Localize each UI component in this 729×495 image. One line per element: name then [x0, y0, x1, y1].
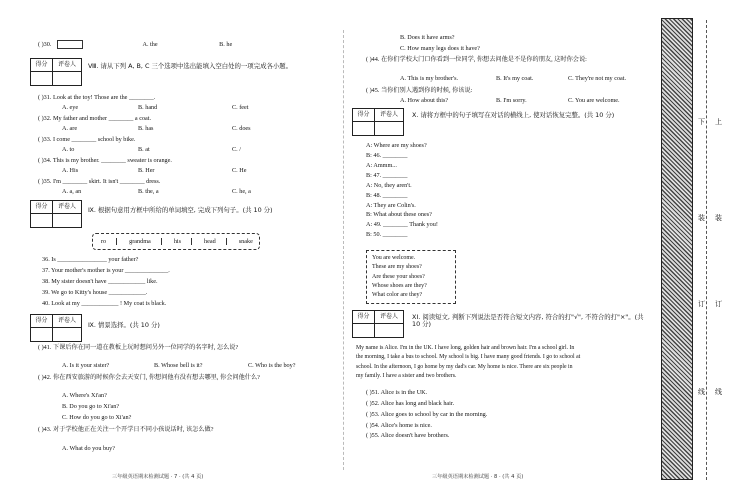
q41-options: A. Is it your sister? B. Whose bell is it? C. Who is the boy?	[62, 362, 296, 369]
q36: 36. Is ________________ your father?	[42, 256, 139, 263]
q41: ( )41. 下课后你在同一道在教板上玩时想问另外一位同学的名字时, 怎么说?	[38, 344, 239, 351]
q37: 37. Your mother's mother is your ______________.	[42, 267, 170, 274]
score-box-12: 得分 评卷人	[352, 310, 404, 338]
q32-options: A. are B. has C. does	[62, 125, 251, 132]
judgement-statements: ( )51. Alice is in the UK. ( )52. Alice has long and black hair. ( )53. Alice goes to school by car in the morning. ( )54. Alice's home is nice. ( )55. Alice doesn't have brothers.	[366, 389, 488, 440]
q31: ( )31. Look at the toy! Those are the ________.	[38, 94, 156, 101]
q30: ( )30. A. the B. he	[38, 40, 233, 48]
security-pattern	[661, 18, 693, 480]
section-12-title: XI. 阅读短文, 判断下列说法是否符合短文内容, 符合的打"√", 不符合的打"×"。(共 10 分)	[412, 313, 644, 329]
q44-options: A. This is my brother's. B. It's my coat. C. They're not my coat.	[400, 75, 627, 82]
dialog: A: Where are my shoes? B: 46. ________ A: Ammm... B: 47. ________ A: No, they aren't. B: 48. ________ A: They are Colin's. B: What about these ones? A: 49. ________ Thank you! B: 50. ________	[366, 142, 438, 239]
q39: 39. We go to Kitty's house ____________.	[42, 289, 148, 296]
q31-options: A. eye B. hand C. feet	[62, 104, 249, 111]
q34-options: A. His B. Her C. He	[62, 167, 247, 174]
section-8-title: Ⅷ. 请从下列 A, B, C 三个选项中选出能填入空白处的一项完成各小题。	[88, 62, 293, 70]
q44: ( )44. 在你们学校大门口你看到一位同学, 你想去问他是不是你的朋友, 这时你会说:	[366, 56, 587, 63]
section-10-title: Ⅸ. 情景选择。(共 10 分)	[88, 321, 160, 329]
section-11-title: X. 请将方框中的句子填写在对话的横线上, 使对话恢复完整。(共 10 分)	[412, 111, 615, 119]
q42: ( )42. 你在西安旅游的时候你会去天安门, 你想问他有没有想去哪里, 你会问他什么?	[38, 374, 260, 381]
q45: ( )45. 当你们别人遇到你的时候, 你该说:	[366, 87, 473, 94]
column-divider	[343, 30, 344, 470]
footer-left: 三年级英语期末检测试题 · 7 · (共 4 页)	[112, 474, 204, 481]
q40: 40. Look at my ____________ ! My coat is black.	[42, 300, 167, 307]
sentence-options-box: You are welcome. These are my shoes? Are these your shoes? Whose shoes are they? What color are they?	[366, 250, 456, 304]
section-9-title: Ⅸ. 根据句意用方框中所给的单词填空, 完成下列句子。(共 10 分)	[88, 206, 273, 214]
q35-options: A. a, an B. the, a C. he, a	[62, 188, 251, 195]
q32: ( )32. My father and mother ________ a coat.	[38, 115, 152, 122]
q33: ( )33. I come ________ school by bike.	[38, 136, 136, 143]
q43: ( )43. 对于学校他正在关注一个开学日不同小孩说话时, 该怎么做?	[38, 426, 214, 433]
exam-page: ( )30. A. the B. he 得分 评卷人 Ⅷ. 请从下列 A, B, C 三个选项中选出能填入空白处的一项完成各小题。 ( )31. Look at the toy! Those are the ________. A. eye B. hand C. feet ( )32. My father and mother ________ a coat. A. are B. has C. does ( )33. I come ________ school by bike. A. to B. at C. / ( )34. This is my brother. ________ sweater is orange. A. His B. Her C. He ( )35. I'm ________ skirt. It isn't ________ dress. A. a, an B. the, a C. he, a 得分 评卷人 Ⅸ. 根据句意用方框中所给的单词填空, 完成下列句子。(共 10 分) ro grandma his head snake 36. Is ________________ your father? 37. Your mother's mother is your ______________. 38. My sister doesn't have ____________ like. 39. We go to Kitty's house ____________. 40. Look at my ____________ ! My coat is black. 得分 评卷人 Ⅸ. 情景选择。(共 10 分) ( )41. 下课后你在同一道在教板上玩时想问另外一位同学的名字时, 怎么说? A. Is it your sister? B. Whose bell is it? C. Who is the boy? ( )42. 你在西安旅游的时候你会去天安门, 你想问他有没有想去哪里, 你会问他什么? A. Where's Xi'an? B. Do you go to Xi'an? C. How do you go to Xi'an? ( )43. 对于学校他正在关注一个开学日不同小孩说话时, 该怎么做? A. What do you buy? 三年级英语期末检测试题 · 7 · (共 4 页) B. Does it have arms? C. How many legs does it have? ( )44. 在你们学校大门口你看到一位同学, 你想去问他是不是你的朋友, 这时你会说: A. This is my brother's. B. It's my coat. C. They're not my coat. ( )45. 当你们别人遇到你的时候, 你该说: A. How about this? B. I'm sorry. C. You are welcome. 得分 评卷人 X. 请将方框中的句子填写在对话的横线上, 使对话恢复完整。(共 10 分) A: Where are my shoes? B: 46. ________ A: Ammm... B: 47. ________ A: No, they aren't. B: 48. ________ A: They are Colin's. B: What about these ones? A: 49. ________ Thank you! B: 50. ________ You are welcome. These are my shoes? Are these your shoes? Whose shoes are they? What color are they? 得分 评卷人 XI. 阅读短文, 判断下列说法是否符合短文内容, 符合的打"√", 不符合的打"×"。(共 10 分) My name is Alice. I'm in the UK. I have long, golden hair and brown hair. I'm a school girl. In the morning, I take a bus to school. My school is big. I have many good friends. I go to school at school. In the afternoon, I go home by my dad's car. My home is nice. There are six people in my family. I have a sister and two brothers. ( )51. Alice is in the UK. ( )52. Alice has long and black hair. ( )53. Alice goes to school by car in the morning. ( )54. Alice's home is nice. ( )55. Alice doesn't have brothers. 三年级英语期末检测试题 · 8 · (共 4 页) 上 下 装 订 线 装 订 线	[0, 0, 729, 495]
score-box-10: 得分 评卷人	[30, 314, 82, 342]
cut-line	[706, 20, 707, 480]
reading-passage: My name is Alice. I'm in the UK. I have long, golden hair and brown hair. I'm a school girl. In the morning, I take a bus to school. My school is big. I have many good friends. I go to school at school. In the afternoon, I go home by my dad's car. My home is nice. There are six people in my family. I have a sister and two brothers.	[356, 345, 581, 379]
word-bank: ro grandma his head snake	[92, 233, 260, 250]
binding-strip: 上 下 装 订 线 装 订 线	[651, 0, 729, 495]
q35: ( )35. I'm ________ skirt. It isn't ________ dress.	[38, 178, 161, 185]
q34: ( )34. This is my brother. ________ sweater is orange.	[38, 157, 172, 164]
answer-box	[57, 40, 83, 49]
q45-options: A. How about this? B. I'm sorry. C. You are welcome.	[400, 97, 620, 104]
footer-right: 三年级英语期末检测试题 · 8 · (共 4 页)	[432, 474, 524, 481]
q33-options: A. to B. at C. /	[62, 146, 241, 153]
score-box-8: 得分 评卷人	[30, 58, 82, 86]
q38: 38. My sister doesn't have ____________ like.	[42, 278, 158, 285]
score-box-11: 得分 评卷人	[352, 108, 404, 136]
score-box-9: 得分 评卷人	[30, 200, 82, 228]
